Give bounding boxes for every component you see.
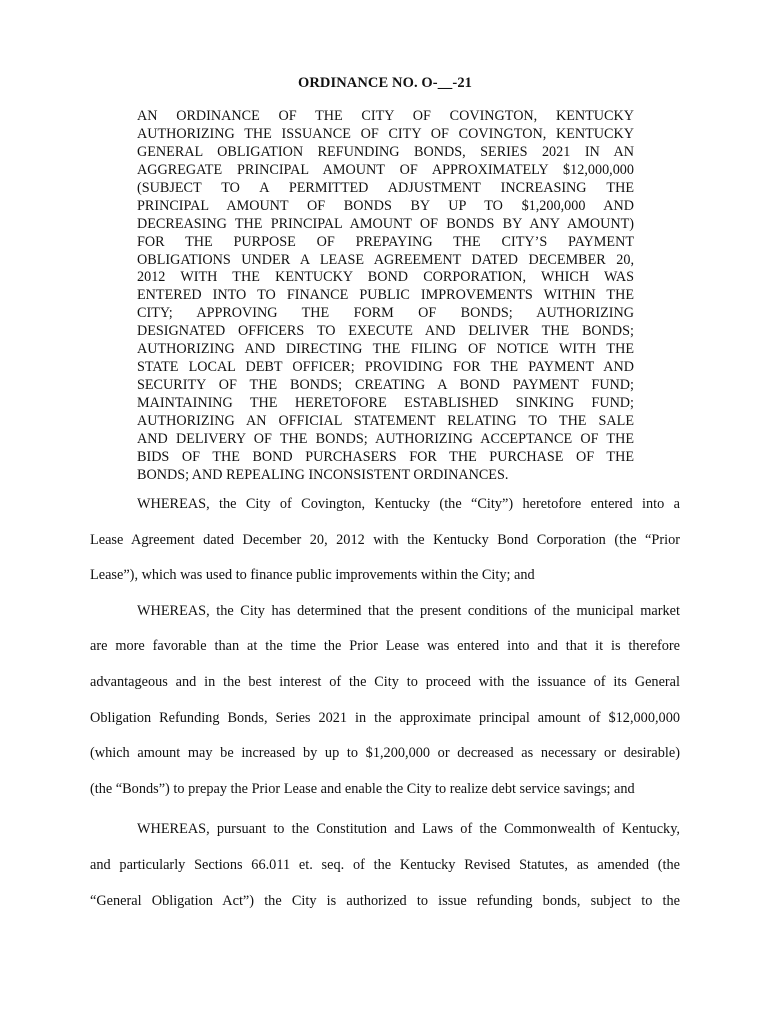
caption-line: FOR THE PURPOSE OF PREPAYING THE CITY’S PAYMENT [137, 233, 634, 250]
ordinance-title: ORDINANCE NO. O-__-21 [297, 75, 473, 91]
caption-line: BIDS OF THE BOND PURCHASERS FOR THE PURCHASE OF THE [137, 448, 634, 465]
ordinance-caption [137, 108, 634, 485]
paragraph-line: WHEREAS, pursuant to the Constitution and Laws of the Commonwealth of Kentucky, [137, 821, 680, 838]
caption-line: 2012 WITH THE KENTUCKY BOND CORPORATION, WHICH WAS [137, 269, 634, 286]
caption-line: SECURITY OF THE BONDS; CREATING A BOND PAYMENT FUND; [137, 377, 634, 394]
paragraph-line: “General Obligation Act”) the City is authorized to issue refunding bonds, subject to the [90, 892, 680, 909]
caption-line: (SUBJECT TO A PERMITTED ADJUSTMENT INCREASING THE [137, 179, 634, 196]
caption-line: AUTHORIZING AND DIRECTING THE FILING OF NOTICE WITH THE [137, 341, 634, 358]
caption-line: AUTHORIZING THE ISSUANCE OF CITY OF COVINGTON, KENTUCKY [137, 125, 634, 142]
paragraph-line: WHEREAS, the City has determined that the present conditions of the municipal market [137, 602, 680, 619]
whereas-paragraph [90, 496, 680, 603]
caption-line: AGGREGATE PRINCIPAL AMOUNT OF APPROXIMATELY $12,000,000 [137, 161, 634, 178]
whereas-paragraph [90, 821, 680, 928]
paragraph-line: WHEREAS, the City of Covington, Kentucky (the “City”) heretofore entered into a [137, 496, 680, 512]
caption-line: STATE LOCAL DEBT OFFICER; PROVIDING FOR THE PAYMENT AND [137, 359, 634, 376]
caption-line: CITY; APPROVING THE FORM OF BONDS; AUTHORIZING [137, 305, 634, 322]
ordinance-body [90, 496, 680, 928]
paragraph-line: Obligation Refunding Bonds, Series 2021 in the approximate principal amount of $12,000,000 [90, 709, 680, 726]
caption-line: PRINCIPAL AMOUNT OF BONDS BY UP TO $1,200,000 AND [137, 197, 634, 214]
caption-line: BONDS; AND REPEALING INCONSISTENT ORDINANCES. [137, 466, 509, 483]
paragraph-line: (which amount may be increased by up to $1,200,000 or decreased as necessary or desirable) [90, 745, 680, 762]
caption-line: DESIGNATED OFFICERS TO EXECUTE AND DELIVER THE BONDS; [137, 323, 634, 340]
paragraph-line: Lease”), which was used to finance public improvements within the City; and [90, 567, 535, 584]
caption-line: AND DELIVERY OF THE BONDS; AUTHORIZING ACCEPTANCE OF THE [137, 430, 634, 447]
paragraph-line: are more favorable than at the time the Prior Lease was entered into and that it is therefore [90, 638, 680, 655]
caption-line: DECREASING THE PRINCIPAL AMOUNT OF BONDS BY ANY AMOUNT) [137, 215, 634, 232]
caption-line: OBLIGATIONS UNDER A LEASE AGREEMENT DATED DECEMBER 20, [137, 251, 634, 268]
paragraph-line: (the “Bonds”) to prepay the Prior Lease and enable the City to realize debt service savings; and [90, 780, 635, 797]
caption-line: MAINTAINING THE HERETOFORE ESTABLISHED SINKING FUND; [137, 395, 634, 411]
whereas-paragraph [90, 603, 680, 817]
caption-line: GENERAL OBLIGATION REFUNDING BONDS, SERIES 2021 IN AN [137, 143, 634, 160]
paragraph-line: Lease Agreement dated December 20, 2012 with the Kentucky Bond Corporation (the “Prior [90, 531, 680, 548]
paragraph-line: and particularly Sections 66.011 et. seq. of the Kentucky Revised Statutes, as amended (the [90, 856, 680, 873]
caption-line: AN ORDINANCE OF THE CITY OF COVINGTON, KENTUCKY [137, 108, 634, 124]
paragraph-line: advantageous and in the best interest of the City to proceed with the issuance of its General [90, 673, 680, 690]
caption-line: ENTERED INTO TO FINANCE PUBLIC IMPROVEMENTS WITHIN THE [137, 287, 634, 304]
caption-line: AUTHORIZING AN OFFICIAL STATEMENT RELATING TO THE SALE [137, 412, 634, 429]
